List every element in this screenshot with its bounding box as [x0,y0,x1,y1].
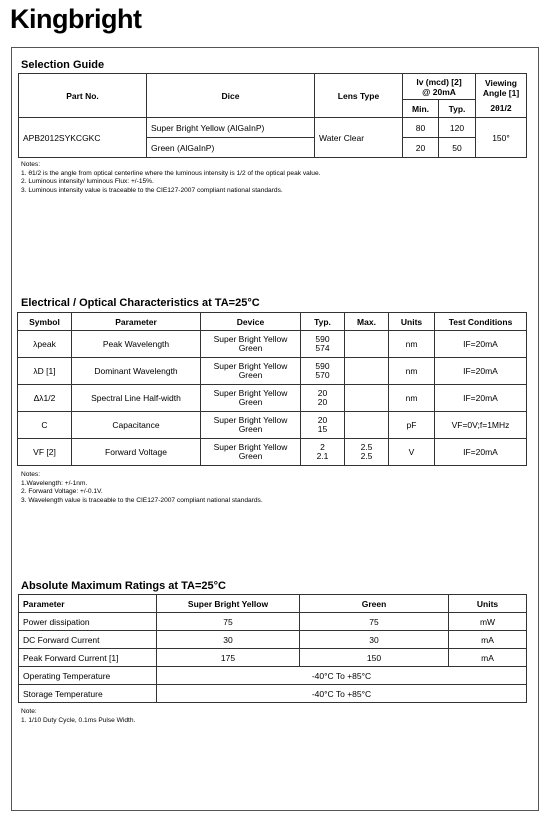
absolute-max-table [18,594,527,703]
header-iv [403,74,476,100]
note-line: Notes: [21,161,41,168]
typ-green: 2.1 [316,451,329,461]
green-cell: 150 [300,649,449,667]
device-cell [201,412,301,439]
lens-type-cell: Water Clear [315,118,403,158]
header-test-conditions: Test Conditions [435,313,527,331]
device-cell [201,439,301,466]
typ-green: 20 [317,397,328,407]
table-row [19,613,527,631]
device-cell [201,358,301,385]
header-symbol: Symbol [18,313,72,331]
test-condition-cell: IF=20mA [435,331,527,358]
test-condition-cell: IF=20mA [435,358,527,385]
typ-cell [301,439,345,466]
typ-cell [301,331,345,358]
note-line: 2. Luminous intensity/ luminous Flux: +/-15%. [21,178,154,185]
max-cell [345,439,389,466]
header-super-bright-yellow: Super Bright Yellow [157,595,300,613]
header-typ: Typ. [301,313,345,331]
device-cell [201,331,301,358]
test-condition-cell: VF=0V;f=1MHz [435,412,527,439]
header-viewing-angle [476,74,527,118]
units-cell: pF [389,412,435,439]
typ-yellow: 590 [315,333,330,344]
typ-green: 574 [315,343,330,353]
temperature-range-cell: -40°C To +85°C [157,667,527,685]
table-row [19,667,527,685]
max-yellow: 2.5 [360,441,373,452]
parameter-cell: Peak Wavelength [72,331,201,358]
units-cell: nm [389,331,435,358]
yellow-cell: 75 [157,613,300,631]
selection-notes [21,161,320,195]
device-green: Green [238,451,263,461]
selection-guide-title: Selection Guide [21,59,105,71]
header-green: Green [300,595,449,613]
iv-min-cell: 20 [403,138,439,158]
table-row [18,439,527,466]
dice-cell: Super Bright Yellow (AlGaInP) [147,118,315,138]
note-line: 1. 1/10 Duty Cycle, 0.1ms Pulse Width. [21,716,136,724]
parameter-cell: Capacitance [72,412,201,439]
parameter-cell: Storage Temperature [19,685,157,703]
units-cell: nm [389,385,435,412]
iv-typ-cell: 50 [439,138,476,158]
selection-guide-table [18,73,527,158]
note-line: 1.Wavelength: +/-1nm. [21,479,88,487]
header-part-no: Part No. [19,74,147,118]
device-cell [201,385,301,412]
max-cell [345,358,389,385]
header-dice: Dice [147,74,315,118]
parameter-cell: Power dissipation [19,613,157,631]
header-min: Min. [403,100,439,118]
green-cell: 30 [300,631,449,649]
parameter-cell: Operating Temperature [19,667,157,685]
header-units: Units [389,313,435,331]
header-iv-label: Iv (mcd) [2] [416,76,462,87]
max-cell [345,385,389,412]
selection-row [19,118,527,138]
table-row [18,331,527,358]
header-parameter: Parameter [19,595,157,613]
typ-green: 570 [315,370,330,380]
header-theta: 2θ1/2 [490,103,512,113]
yellow-cell: 175 [157,649,300,667]
table-row [18,385,527,412]
iv-typ-cell: 120 [439,118,476,138]
electrical-table [17,312,527,466]
note-line: Note: [21,708,37,715]
header-iv-condition: @ 20mA [422,86,456,97]
viewing-angle-cell: 150° [476,118,527,158]
parameter-cell: Spectral Line Half-width [72,385,201,412]
parameter-cell: Dominant Wavelength [72,358,201,385]
symbol-cell: VF [2] [18,439,72,466]
units-cell: mA [449,631,527,649]
note-line: 1. θ1/2 is the angle from optical centerline where the luminous intensity is 1/2 of the optical peak value. [21,169,321,177]
typ-cell [301,412,345,439]
absolute-max-title: Absolute Maximum Ratings at TA=25°C [21,580,226,592]
typ-yellow: 20 [317,387,328,398]
part-number: APB2012SYKCGKC [19,118,147,158]
electrical-title: Electrical / Optical Characteristics at TA=25°C [21,297,260,309]
brand-logo: Kingbright [10,4,142,34]
iv-min-cell: 80 [403,118,439,138]
green-cell: 75 [300,613,449,631]
dice-cell: Green (AlGaInP) [147,138,315,158]
device-green: Green [238,397,263,407]
typ-yellow: 2 [320,441,325,452]
note-line: 3. Wavelength value is traceable to the CIE127-2007 compliant national standards. [21,496,263,504]
table-row [18,412,527,439]
max-cell [345,412,389,439]
note-line: 3. Luminous intensity value is traceable to the CIE127-2007 compliant national standards. [21,186,283,194]
header-lens-type: Lens Type [315,74,403,118]
max-green: 2.5 [360,451,373,461]
electrical-notes [21,471,263,505]
header-max: Max. [345,313,389,331]
test-condition-cell: IF=20mA [435,385,527,412]
symbol-cell: λD [1] [18,358,72,385]
table-row [19,631,527,649]
header-parameter: Parameter [72,313,201,331]
table-row [18,358,527,385]
typ-yellow: 590 [315,360,330,371]
typ-yellow: 20 [317,414,328,425]
table-row [19,649,527,667]
temperature-range-cell: -40°C To +85°C [157,685,527,703]
max-cell [345,331,389,358]
note-line: Notes: [21,471,41,478]
header-device: Device [201,313,301,331]
units-cell: V [389,439,435,466]
typ-cell [301,385,345,412]
typ-green: 15 [317,424,328,434]
note-line: 2. Forward Voltage: +/-0.1V. [21,488,103,495]
units-cell: mA [449,649,527,667]
header-typ: Typ. [439,100,476,118]
device-yellow: Super Bright Yellow [213,333,288,344]
device-green: Green [238,424,263,434]
symbol-cell: λpeak [18,331,72,358]
device-yellow: Super Bright Yellow [213,441,288,452]
symbol-cell: C [18,412,72,439]
parameter-cell: Peak Forward Current [1] [19,649,157,667]
test-condition-cell: IF=20mA [435,439,527,466]
table-row [19,685,527,703]
device-yellow: Super Bright Yellow [213,414,288,425]
parameter-cell: Forward Voltage [72,439,201,466]
device-yellow: Super Bright Yellow [213,387,288,398]
typ-cell [301,358,345,385]
device-green: Green [238,370,263,380]
units-cell: nm [389,358,435,385]
parameter-cell: DC Forward Current [19,631,157,649]
yellow-cell: 30 [157,631,300,649]
absolute-max-notes [21,708,135,725]
header-viewing: Viewing [485,78,517,88]
header-angle: Angle [1] [482,88,520,98]
header-units: Units [449,595,527,613]
symbol-cell: Δλ1/2 [18,385,72,412]
device-yellow: Super Bright Yellow [213,360,288,371]
device-green: Green [238,343,263,353]
units-cell: mW [449,613,527,631]
